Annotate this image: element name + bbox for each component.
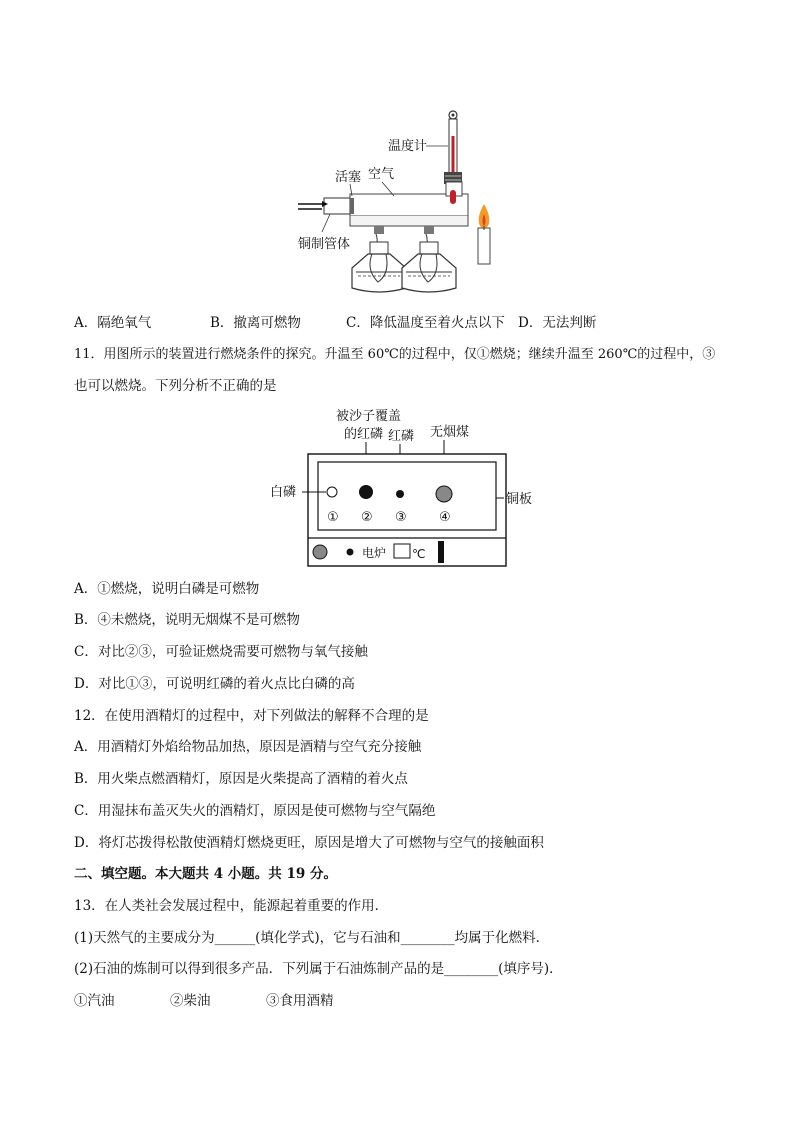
q13-choice-1: ①汽油 bbox=[74, 993, 115, 1009]
alcohol-lamp-left bbox=[352, 242, 406, 292]
stove-knob bbox=[313, 545, 327, 559]
label-copper-plate: 铜板 bbox=[506, 492, 532, 507]
covered-red-phosphorus bbox=[359, 485, 373, 499]
combustion-experiment-figure bbox=[266, 406, 532, 570]
label-air: 空气 bbox=[368, 167, 395, 182]
white-phosphorus bbox=[327, 487, 337, 497]
candle bbox=[478, 204, 490, 264]
num-2: ② bbox=[361, 510, 373, 525]
plunger bbox=[324, 198, 350, 214]
q13-stem: 13．在人类社会发展过程中，能源起着重要的作用． bbox=[74, 898, 389, 914]
thermometer bbox=[449, 111, 457, 180]
label-thermometer: 温度计 bbox=[388, 139, 428, 154]
q13-choice-3: ③食用酒精 bbox=[266, 993, 334, 1009]
q12-option-c: C．用湿抹布盖灭失火的酒精灯，原因是使可燃物与空气隔绝 bbox=[74, 803, 436, 819]
q12-option-d: D．将灯芯拨得松散使酒精灯燃烧更旺，原因是增大了可燃物与空气的接触面积 bbox=[74, 835, 544, 851]
apparatus-figure bbox=[290, 106, 510, 298]
q11-option-c: C．对比②③，可验证燃烧需要可燃物与氧气接触 bbox=[74, 644, 368, 660]
q12-stem: 12．在使用酒精灯的过程中，对下列做法的解释不合理的是 bbox=[74, 708, 429, 724]
alcohol-lamp-right bbox=[402, 242, 456, 292]
q11-option-a: A．①燃烧，说明白磷是可燃物 bbox=[74, 581, 260, 597]
temperature-display bbox=[394, 544, 410, 558]
q12-option-a: A．用酒精灯外焰给物品加热，原因是酒精与空气充分接触 bbox=[74, 739, 422, 755]
red-phosphorus bbox=[396, 490, 404, 498]
q10-option-d: D．无法判断 bbox=[518, 315, 597, 331]
stove-indicator bbox=[347, 549, 354, 556]
q11-option-b: B．④未燃烧，说明无烟煤不是可燃物 bbox=[74, 612, 300, 628]
num-4: ④ bbox=[439, 510, 451, 525]
q10-option-c: C．降低温度至着火点以下 bbox=[346, 315, 505, 331]
label-stove: 电炉 bbox=[362, 546, 387, 560]
anthracite bbox=[436, 486, 452, 502]
label-unit: ℃ bbox=[412, 547, 426, 561]
label-red-p: 红磷 bbox=[388, 429, 415, 444]
q11-stem-line1: 11．用图所示的装置进行燃烧条件的探究。升温至 60℃的过程中，仅①燃烧；继续升温至 260℃的过程中，③ bbox=[74, 347, 716, 362]
num-3: ③ bbox=[395, 510, 407, 525]
copper-plate bbox=[318, 462, 496, 530]
q12-option-b: B．用火柴点燃酒精灯，原因是火柴提高了酒精的着火点 bbox=[74, 771, 408, 787]
label-coal: 无烟煤 bbox=[430, 425, 470, 440]
stove-switch bbox=[438, 541, 444, 563]
q13-choice-2: ②柴油 bbox=[170, 993, 211, 1009]
label-covered-red-p-2: 的红磷 bbox=[344, 427, 384, 442]
q10-option-b: B．撤离可燃物 bbox=[210, 315, 301, 331]
q11-option-d: D．对比①③，可说明红磷的着火点比白磷的高 bbox=[74, 676, 355, 692]
q13-sub2: (2)石油的炼制可以得到很多产品．下列属于石油炼制产品的是________(填序号)． bbox=[74, 961, 563, 977]
q13-sub1: (1)天然气的主要成分为______(填化学式)，它与石油和________均属于化燃料． bbox=[74, 930, 550, 946]
section-title: 二、填空题。本大题共 4 小题。共 19 分。 bbox=[74, 866, 337, 882]
q11-stem-line2: 也可以燃烧。下列分析不正确的是 bbox=[74, 378, 277, 394]
label-covered-red-p-1: 被沙子覆盖 bbox=[336, 409, 402, 424]
copper-tube bbox=[350, 182, 468, 226]
label-white-p: 白磷 bbox=[270, 485, 297, 500]
label-copper-tube: 铜制管体 bbox=[298, 237, 351, 252]
q10-option-a: A．隔绝氧气 bbox=[74, 315, 152, 331]
num-1: ① bbox=[327, 510, 339, 525]
label-plug: 活塞 bbox=[335, 170, 362, 185]
